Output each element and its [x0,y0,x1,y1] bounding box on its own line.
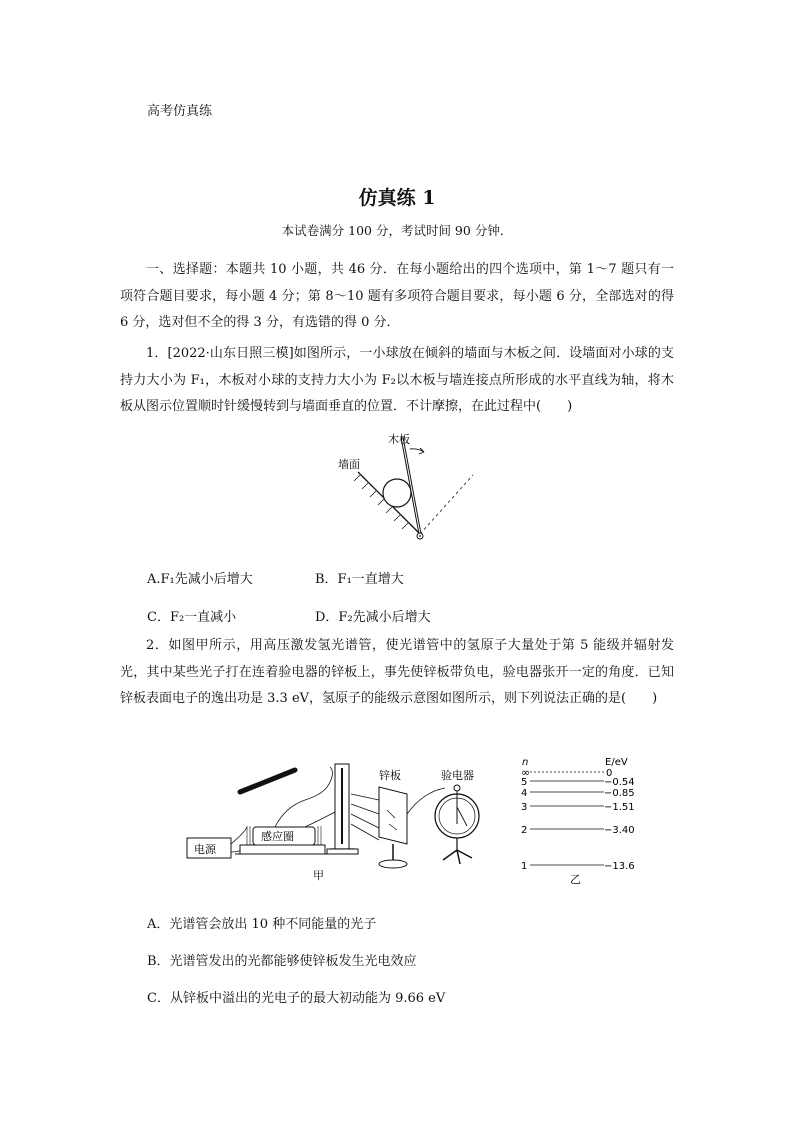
level-n-4: 4 [521,788,528,799]
label-zinc: 锌板 [379,769,401,782]
section-instructions: 一、选择题：本题共 10 小题，共 46 分．在每小题给出的四个选项中，第 1～7 题只有一项符合题目要求，每小题 4 分；第 8～10 题有多项符合题目要求，每小题 6 分，全部选对的得 6 分，选对但不全的得 3 分，有选错的得 0 分． [120,262,674,330]
electroscope-knob [454,785,460,791]
level-e-1: −13.6 [604,861,635,872]
q2-option-b: B．光谱管发出的光都能够使锌板发生光电效应 [147,954,417,969]
level-n-5: 5 [521,777,528,788]
ball [383,479,411,507]
caption-yi: 乙 [570,873,581,886]
level-n-2: 2 [521,825,528,836]
question-1-figure [330,430,480,550]
label-board: 木板 [388,433,410,446]
level-e-3: −1.51 [604,802,635,813]
light-rays [351,794,379,840]
q1-option-a: A.F₁先减小后增大 [147,572,253,587]
q1-option-d: D．F₂先减小后增大 [315,610,431,625]
label-power: 电源 [194,843,216,856]
level-n-3: 3 [521,802,528,813]
question-2-stem: 2．如图甲所示，用高压激发氢光谱管，使光谱管中的氢原子大量处于第 5 能级并辐射发光，其中某些光子打在连着验电器的锌板上，事先使锌板带负电，验电器张开一定的角度．已知锌板表面电子的逸出功是 3.3 eV，氢原子的能级示意图如图所示，则下列说法正确的是( ) [120,638,674,706]
zinc-plate [379,787,407,844]
label-coil: 感应圈 [261,830,294,843]
question-1-stem: 1．[2022·山东日照三模]如图所示，一小球放在倾斜的墙面与木板之间．设墙面对小球的支持力大小为 F₁，木板对小球的支持力大小为 F₂以木板与墙连接点所形成的水平直线为轴，将木板从图示位置顺时针缓慢转到与墙面垂直的位置．不计摩擦，在此过程中( ) [120,346,674,414]
q1-option-c: C．F₂一直减小 [147,610,237,625]
level-e-4: −0.85 [604,788,635,799]
level-n-1: 1 [521,861,528,872]
page-header: 高考仿真练 [147,104,213,119]
q1-option-b: B．F₁一直增大 [315,572,404,587]
level-e-5: −0.54 [604,777,635,788]
exam-instructions: 本试卷满分 100 分，考试时间 90 分钟． [281,223,513,238]
level-e-inf: 0 [606,768,613,779]
level-e-2: −3.40 [604,825,635,836]
label-electroscope: 验电器 [441,769,474,782]
caption-jia: 甲 [313,869,324,882]
board-final-dashed [420,475,473,534]
label-n: n [522,757,529,768]
label-wall: 墙面 [338,458,360,471]
label-energy-unit: E/eV [605,757,628,768]
spectral-tube [240,770,295,792]
question-2-figure-jia [185,752,505,884]
question-2-figure-yi [518,756,643,886]
q2-option-c: C．从锌板中溢出的光电子的最大初动能为 9.66 eV [147,991,446,1006]
q2-option-a: A．光谱管会放出 10 种不同能量的光子 [147,917,377,932]
coil-base [240,845,325,854]
level-n-inf: ∞ [521,766,531,779]
page-title: 仿真练 1 [358,187,436,209]
